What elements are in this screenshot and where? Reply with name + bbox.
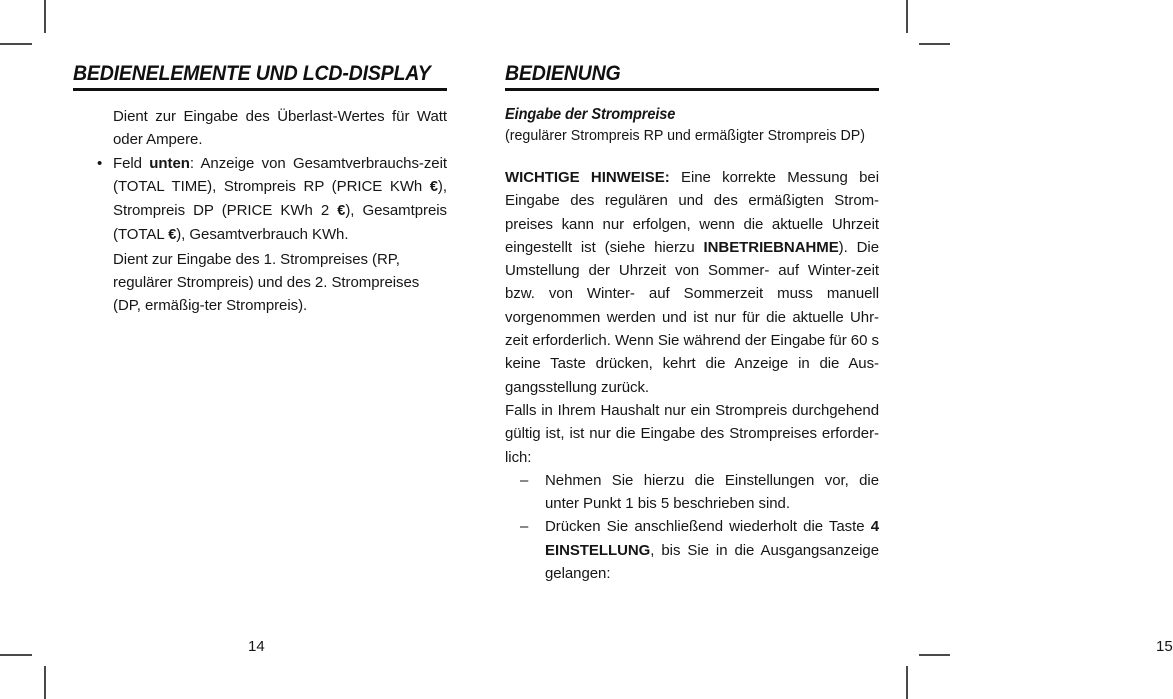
bullet-marker: • [97,154,103,172]
dash-bold-einstellung: 4 EINSTELLUNG [545,518,879,559]
page-number-right: 15 [1156,638,1173,655]
left-page [0,0,475,699]
notice-text-2: ). Die Umstellung der Uhrzeit von Sommer- auf Winter-zeit bzw. von Winter- auf Sommerzeit muss manuell vorgenommen werden und ist nur für die aktuelle Uhr-zeit erforderlich. Wenn Sie während der Eingabe für 60 s keine Taste drücken, kehrt die Anzeige in die Aus-gangsstellung zurück. [505,238,879,396]
dash-content-2 [545,515,879,585]
left-page-bullet-item [97,152,447,318]
dash-marker-1: – [520,471,529,489]
bullet-rest-2: ), Strompreis DP (PRICE KWh 2 [113,177,447,220]
bullet-bold-unten: unten [149,154,190,172]
dash-lead-text-2: Drücken Sie anschließend wiederholt die Taste [545,518,871,536]
dash-paragraph-2 [545,515,879,585]
left-page-heading-rule [73,88,447,91]
right-page-sub-heading: Eingabe der Strompreise [505,106,676,123]
right-page-column [505,62,879,585]
bullet-rest-4: ), Gesamtverbrauch KWh. [176,226,349,244]
notice-text-1: Eine korrekte Messung bei Eingabe des regulären und des ermäßigten Strom-preises kann nur erfolgen, wenn die aktuelle Uhrzeit eingestellt ist (siehe hierzu [505,169,879,256]
bullet-rest-1: : Anzeige von Gesamtverbrauchs-zeit (TOTAL TIME), Strompreis RP (PRICE KWh [113,154,447,195]
notice-bold-lead: WICHTIGE HINWEISE: [505,169,670,186]
dash-list-item-2 [520,515,879,585]
dash-content-1 [545,469,879,516]
right-page-sub-heading-note: (regulärer Strompreis RP und ermäßigter Strompreis DP) [505,127,866,144]
page-number-left: 14 [248,638,265,655]
left-page-column [73,62,447,318]
left-page-paragraph-1: Dient zur Eingabe des Überlast-Wertes für Watt oder Ampere. [113,108,447,149]
notice-bold-inbetriebnahme: INBETRIEBNAHME [703,238,839,256]
right-page-heading: BEDIENUNG [505,62,621,85]
right-page-heading-rule [505,88,879,91]
right-page-paragraph-2: Falls in Ihrem Haushalt nur ein Strompreis durchgehend gültig ist, ist nur die Eingabe des Strompreises erforder-lich: [505,401,879,466]
bullet-lead-text: Feld [113,154,150,172]
dash-marker-2: – [520,518,529,536]
dash-paragraph-1: Nehmen Sie hierzu die Einstellungen vor, die unter Punkt 1 bis 5 beschrieben sind. [545,471,879,513]
bullet-paragraph [113,152,447,248]
important-notice-paragraph [505,166,879,399]
euro-sign-icon-1: € [429,178,438,195]
euro-sign-icon-3: € [168,227,177,244]
bullet-continuation-paragraph: Dient zur Eingabe des 1. Strompreises (RP, regulärer Strompreis) und des 2. Strompreises (DP, ermäßig-ter Strompreis). [113,250,420,315]
bullet-rest-3: ), Gesamtpreis (TOTAL [113,202,447,244]
dash-rest-text-2: , bis Sie in die Ausgangsanzeige gelangen: [545,541,879,583]
euro-sign-icon-2: € [337,203,346,220]
right-page [475,0,1173,699]
dash-list-item-1 [520,469,879,516]
bullet-content [113,152,447,318]
left-page-heading: BEDIENELEMENTE UND LCD-DISPLAY [73,62,431,85]
